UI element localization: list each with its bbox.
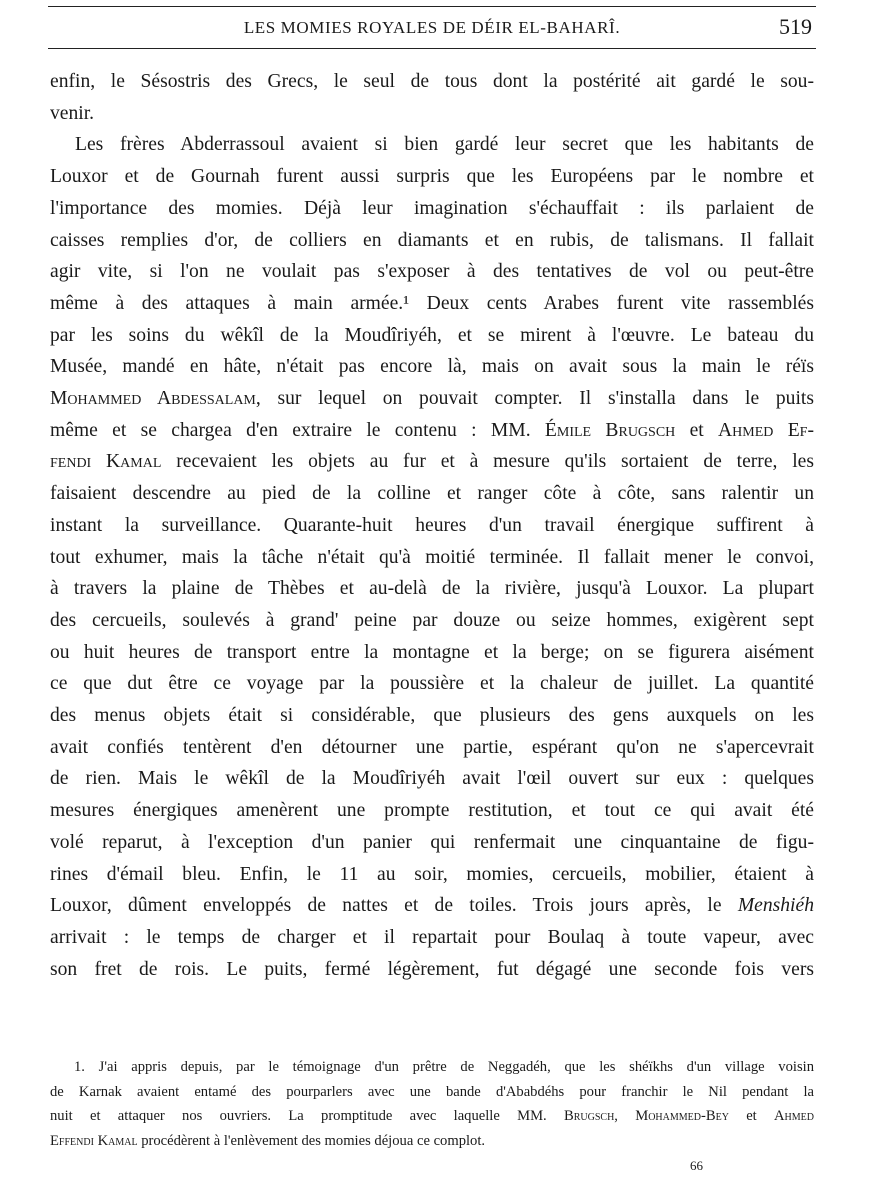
body-line-text: recevaient les objets au fur et à mesure qu'ils sortaient de terre, les xyxy=(161,451,814,473)
footnote-text: nuit et attaquer nos ouvriers. La promptitude avec laquelle MM. xyxy=(50,1108,564,1125)
body-line: volé reparut, à l'exception d'un panier qui renfermait une cinquantaine de figu- xyxy=(50,831,814,853)
body-line: mesures énergiques amenèrent une prompte restitution, et tout ce qui avait été xyxy=(50,800,814,822)
page-number: 519 xyxy=(779,14,812,39)
footnote-text: , xyxy=(614,1108,636,1125)
person-name: Brugsch xyxy=(563,1108,615,1125)
body-line-text: et xyxy=(675,419,719,441)
running-head xyxy=(48,12,816,42)
body-line: de rien. Mais le wêkîl de la Moudîriyéh avait l'œil ouvert sur eux : quelques xyxy=(50,768,814,790)
body-line: instant la surveillance. Quarante-huit heures d'un travail énergique suffirent à xyxy=(50,514,814,536)
body-line: même à des attaques à main armée.¹ Deux cents Arabes furent vite rassemblés xyxy=(50,292,814,314)
body-line: ou huit heures de transport entre la montagne et la berge; on se figurera aisément xyxy=(50,641,814,663)
footnote-text: et xyxy=(728,1108,775,1125)
body-line xyxy=(50,446,814,478)
body-line: Les frères Abderrassoul avaient si bien gardé leur secret que les habitants de xyxy=(75,134,814,156)
body-line: à travers la plaine de Thèbes et au-delà de la rivière, jusqu'à Louxor. La plupart xyxy=(50,578,814,600)
header-rule-top xyxy=(48,6,816,7)
person-name: fendi Kamal xyxy=(50,451,162,473)
body-line: avait confiés tentèrent d'en détourner une partie, espérant qu'on ne s'apercevrait xyxy=(50,736,814,758)
body-line: rines d'émail bleu. Enfin, le 11 au soir, momies, cercueils, mobilier, étaient à xyxy=(50,863,814,885)
person-name: Mohammed Abdessalam xyxy=(50,388,256,410)
footnote xyxy=(50,1055,814,1154)
running-title: LES MOMIES ROYALES DE DÉIR EL-BAHARÎ. xyxy=(243,18,621,37)
body-line: Musée, mandé en hâte, n'était pas encore là, mais on avait sous la main le réïs xyxy=(50,356,814,378)
body-line-text: Louxor, dûment enveloppés de nattes et de toiles. Trois jours après, le xyxy=(50,895,738,917)
person-name: Ahmed xyxy=(774,1108,814,1125)
footnote-line xyxy=(50,1129,814,1154)
body-line: arrivait : le temps de charger et il repartait pour Boulaq à toute vapeur, avec xyxy=(50,926,814,948)
footnote-line xyxy=(50,1104,814,1129)
body-line: faisaient descendre au pied de la colline et ranger côte à côte, sans ralentir un xyxy=(50,483,814,505)
footnote-text: procédèrent à l'enlèvement des momies déjoua ce complot. xyxy=(137,1133,486,1150)
person-name: Émile Brugsch xyxy=(544,419,676,441)
body-line: son fret de rois. Le puits, fermé légèrement, fut dégagé une seconde fois vers xyxy=(50,958,814,980)
body-line: venir. xyxy=(50,102,95,124)
person-name: Ahmed Ef- xyxy=(718,419,814,441)
person-name: Mohammed-Bey xyxy=(635,1108,729,1125)
body-line xyxy=(50,415,814,447)
ship-name: Menshiéh xyxy=(737,895,814,917)
body-line: l'importance des momies. Déjà leur imagination s'échauffait : ils parlaient de xyxy=(50,197,814,219)
body-line: des cercueils, soulevés à grand' peine par douze ou seize hommes, exigèrent sept xyxy=(50,609,814,631)
body-line: enfin, le Sésostris des Grecs, le seul de tous dont la postérité ait gardé le sou- xyxy=(50,71,814,92)
signature-mark: 66 xyxy=(690,1158,703,1173)
body-line: tout exhumer, mais la tâche n'était qu'à moitié terminée. Il fallait mener le convoi, xyxy=(50,546,814,568)
body-line: par les soins du wêkîl de la Moudîriyéh, et se mirent à l'œuvre. Le bateau du xyxy=(50,324,814,346)
header-rule-bottom xyxy=(48,48,816,49)
body-line: Louxor et de Gournah furent aussi surpris que les Européens par le nombre et xyxy=(50,166,814,188)
footnote-line: de Karnak avaient entamé des pourparlers avec une bande d'Ababdéhs pour franchir le Nil pendant la xyxy=(50,1083,814,1100)
body-text xyxy=(50,66,814,985)
body-line-text: même et se chargea d'en extraire le contenu : MM. xyxy=(50,419,545,441)
body-line: caisses remplies d'or, de colliers en diamants et en rubis, de talismans. Il fallait xyxy=(50,229,814,251)
body-line: agir vite, si l'on ne voulait pas s'exposer à des tentatives de vol ou peut-être xyxy=(50,261,814,283)
body-line xyxy=(50,890,814,922)
person-name: Effendi Kamal xyxy=(50,1133,138,1150)
body-line xyxy=(50,383,814,415)
body-line-text: , sur lequel on pouvait compter. Il s'installa dans le puits xyxy=(255,388,814,410)
body-line: ce que dut être ce voyage par la poussière et la chaleur de juillet. La quantité xyxy=(50,673,814,695)
footnote-line: 1. J'ai appris depuis, par le témoignage d'un prêtre de Neggadéh, que les shéïkhs d'un village voisin xyxy=(74,1059,814,1075)
body-line: des menus objets était si considérable, que plusieurs des gens auxquels on les xyxy=(50,705,814,727)
